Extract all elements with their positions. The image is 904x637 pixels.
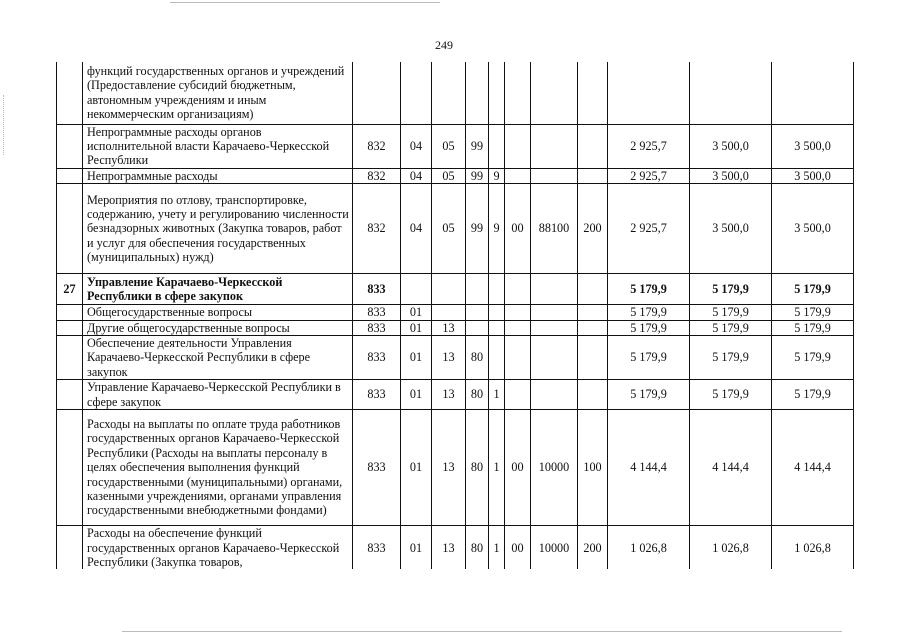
code-subprogram: 1 [489,525,505,569]
page-number: 249 [435,38,453,52]
code-direction [531,305,578,320]
code-section: 04 [401,124,432,168]
code-expense-type: 200 [578,184,608,274]
row-number [57,124,83,168]
amount-year-3: 5 179,9 [772,274,854,305]
row-number [57,525,83,569]
amount-year-1: 5 179,9 [608,320,690,335]
amount-year-3: 1 026,8 [772,525,854,569]
code-expense-type [578,305,608,320]
code-expense-type [578,274,608,305]
table-row [57,525,854,569]
amount-year-2: 5 179,9 [690,274,772,305]
code-event [505,335,531,379]
scan-top-line [170,2,440,3]
code-subsection: 13 [432,380,466,410]
amount-year-2: 5 179,9 [690,305,772,320]
code-direction [531,380,578,410]
code-event: 00 [505,525,531,569]
scan-bottom-line [122,631,842,632]
code-section [401,274,432,305]
amount-year-3: 3 500,0 [772,168,854,183]
code-expense-type [578,124,608,168]
amount-year-3: 3 500,0 [772,124,854,168]
code-subprogram: 9 [489,168,505,183]
code-section: 01 [401,320,432,335]
amount-year-3: 5 179,9 [772,335,854,379]
code-grbs: 832 [353,124,401,168]
amount-year-2: 3 500,0 [690,168,772,183]
code-direction: 10000 [531,409,578,525]
code-section: 01 [401,525,432,569]
code-section: 01 [401,380,432,410]
code-grbs: 833 [353,380,401,410]
code-section: 01 [401,305,432,320]
code-section: 04 [401,168,432,183]
code-event [505,305,531,320]
row-number [57,409,83,525]
code-program [466,62,489,124]
code-grbs: 832 [353,184,401,274]
amount-year-1: 2 925,7 [608,124,690,168]
code-expense-type [578,335,608,379]
row-number [57,184,83,274]
amount-year-1: 5 179,9 [608,380,690,410]
code-direction [531,62,578,124]
code-program [466,274,489,305]
code-grbs: 833 [353,320,401,335]
code-event: 00 [505,409,531,525]
table-row [57,274,854,305]
row-name: Общегосударственные вопросы [83,305,353,320]
code-event [505,168,531,183]
amount-year-2: 5 179,9 [690,320,772,335]
code-subprogram [489,274,505,305]
code-subsection [432,305,466,320]
code-event [505,124,531,168]
code-expense-type [578,380,608,410]
code-subsection: 13 [432,320,466,335]
code-program: 99 [466,184,489,274]
code-subsection [432,274,466,305]
amount-year-1: 5 179,9 [608,305,690,320]
code-subprogram: 9 [489,184,505,274]
code-program: 99 [466,124,489,168]
code-grbs: 833 [353,274,401,305]
code-grbs: 832 [353,168,401,183]
code-subprogram: 1 [489,409,505,525]
row-number [57,320,83,335]
amount-year-3: 4 144,4 [772,409,854,525]
code-event [505,320,531,335]
row-name: Мероприятия по отлову, транспортировке, содержанию, учету и регулированию численности безнадзорных животных (Закупка товаров, работ и услуг для обеспечения государственных (муниципальных) нужд) [83,184,353,274]
code-grbs: 833 [353,525,401,569]
amount-year-3: 5 179,9 [772,320,854,335]
table-row [57,305,854,320]
code-event [505,380,531,410]
code-event [505,274,531,305]
amount-year-1: 2 925,7 [608,168,690,183]
table-row [57,168,854,183]
amount-year-3: 3 500,0 [772,184,854,274]
amount-year-1: 5 179,9 [608,274,690,305]
code-program: 80 [466,335,489,379]
amount-year-1: 1 026,8 [608,525,690,569]
code-subprogram: 1 [489,380,505,410]
code-grbs: 833 [353,409,401,525]
code-expense-type: 100 [578,409,608,525]
amount-year-2: 4 144,4 [690,409,772,525]
code-event: 00 [505,184,531,274]
code-direction: 10000 [531,525,578,569]
row-name: Непрограммные расходы [83,168,353,183]
amount-year-1: 5 179,9 [608,335,690,379]
amount-year-1: 4 144,4 [608,409,690,525]
row-number: 27 [57,274,83,305]
code-subprogram [489,320,505,335]
row-name: Другие общегосударственные вопросы [83,320,353,335]
code-section: 01 [401,409,432,525]
code-subsection: 13 [432,525,466,569]
code-subsection: 05 [432,124,466,168]
amount-year-3: 5 179,9 [772,305,854,320]
scan-left-margin-marks [3,95,5,155]
table-row [57,335,854,379]
code-direction: 88100 [531,184,578,274]
row-name: функций государственных органов и учреждений (Предоставление субсидий бюджетным, автономным учреждениям и иным некоммерческим организациям) [83,62,353,124]
code-subprogram [489,335,505,379]
code-direction [531,335,578,379]
code-grbs: 833 [353,305,401,320]
row-number [57,380,83,410]
code-subsection: 05 [432,168,466,183]
code-direction [531,320,578,335]
code-program: 80 [466,409,489,525]
code-subsection: 13 [432,409,466,525]
amount-year-3: 5 179,9 [772,380,854,410]
table-row [57,124,854,168]
amount-year-3 [772,62,854,124]
row-name: Управление Карачаево-Черкесской Республики в сфере закупок [83,380,353,410]
code-direction [531,168,578,183]
code-grbs [353,62,401,124]
code-event [505,62,531,124]
row-name: Обеспечение деятельности Управления Карачаево-Черкесской Республики в сфере закупок [83,335,353,379]
table-row [57,380,854,410]
amount-year-2: 5 179,9 [690,335,772,379]
code-program [466,305,489,320]
code-expense-type [578,320,608,335]
code-section [401,62,432,124]
code-subprogram [489,62,505,124]
row-number [57,335,83,379]
code-section: 01 [401,335,432,379]
row-name: Расходы на выплаты по оплате труда работников государственных органов Карачаево-Черкесской Республики (Расходы на выплаты персоналу в целях обеспечения выполнения функций государственными (муниципальными) органами, казенными учреждениями, органами управления государственными внебюджетными фондами) [83,409,353,525]
code-section: 04 [401,184,432,274]
table-row [57,184,854,274]
row-name: Непрограммные расходы органов исполнительной власти Карачаево-Черкесской Республики [83,124,353,168]
amount-year-2: 5 179,9 [690,380,772,410]
code-expense-type [578,168,608,183]
amount-year-2 [690,62,772,124]
amount-year-1 [608,62,690,124]
code-subprogram [489,305,505,320]
table-row [57,409,854,525]
code-program: 80 [466,380,489,410]
row-number [57,168,83,183]
code-grbs: 833 [353,335,401,379]
amount-year-2: 1 026,8 [690,525,772,569]
code-expense-type: 200 [578,525,608,569]
amount-year-1: 2 925,7 [608,184,690,274]
code-subsection: 05 [432,184,466,274]
code-subprogram [489,124,505,168]
code-program: 80 [466,525,489,569]
row-number [57,305,83,320]
budget-table [56,62,854,569]
row-name: Управление Карачаево-Черкесской Республики в сфере закупок [83,274,353,305]
code-expense-type [578,62,608,124]
code-subsection [432,62,466,124]
table-row [57,62,854,124]
code-program [466,320,489,335]
code-direction [531,124,578,168]
row-name: Расходы на обеспечение функций государственных органов Карачаево-Черкесской Республики (Закупка товаров, [83,525,353,569]
code-subsection: 13 [432,335,466,379]
amount-year-2: 3 500,0 [690,184,772,274]
row-number [57,62,83,124]
amount-year-2: 3 500,0 [690,124,772,168]
code-direction [531,274,578,305]
code-program: 99 [466,168,489,183]
table-row [57,320,854,335]
